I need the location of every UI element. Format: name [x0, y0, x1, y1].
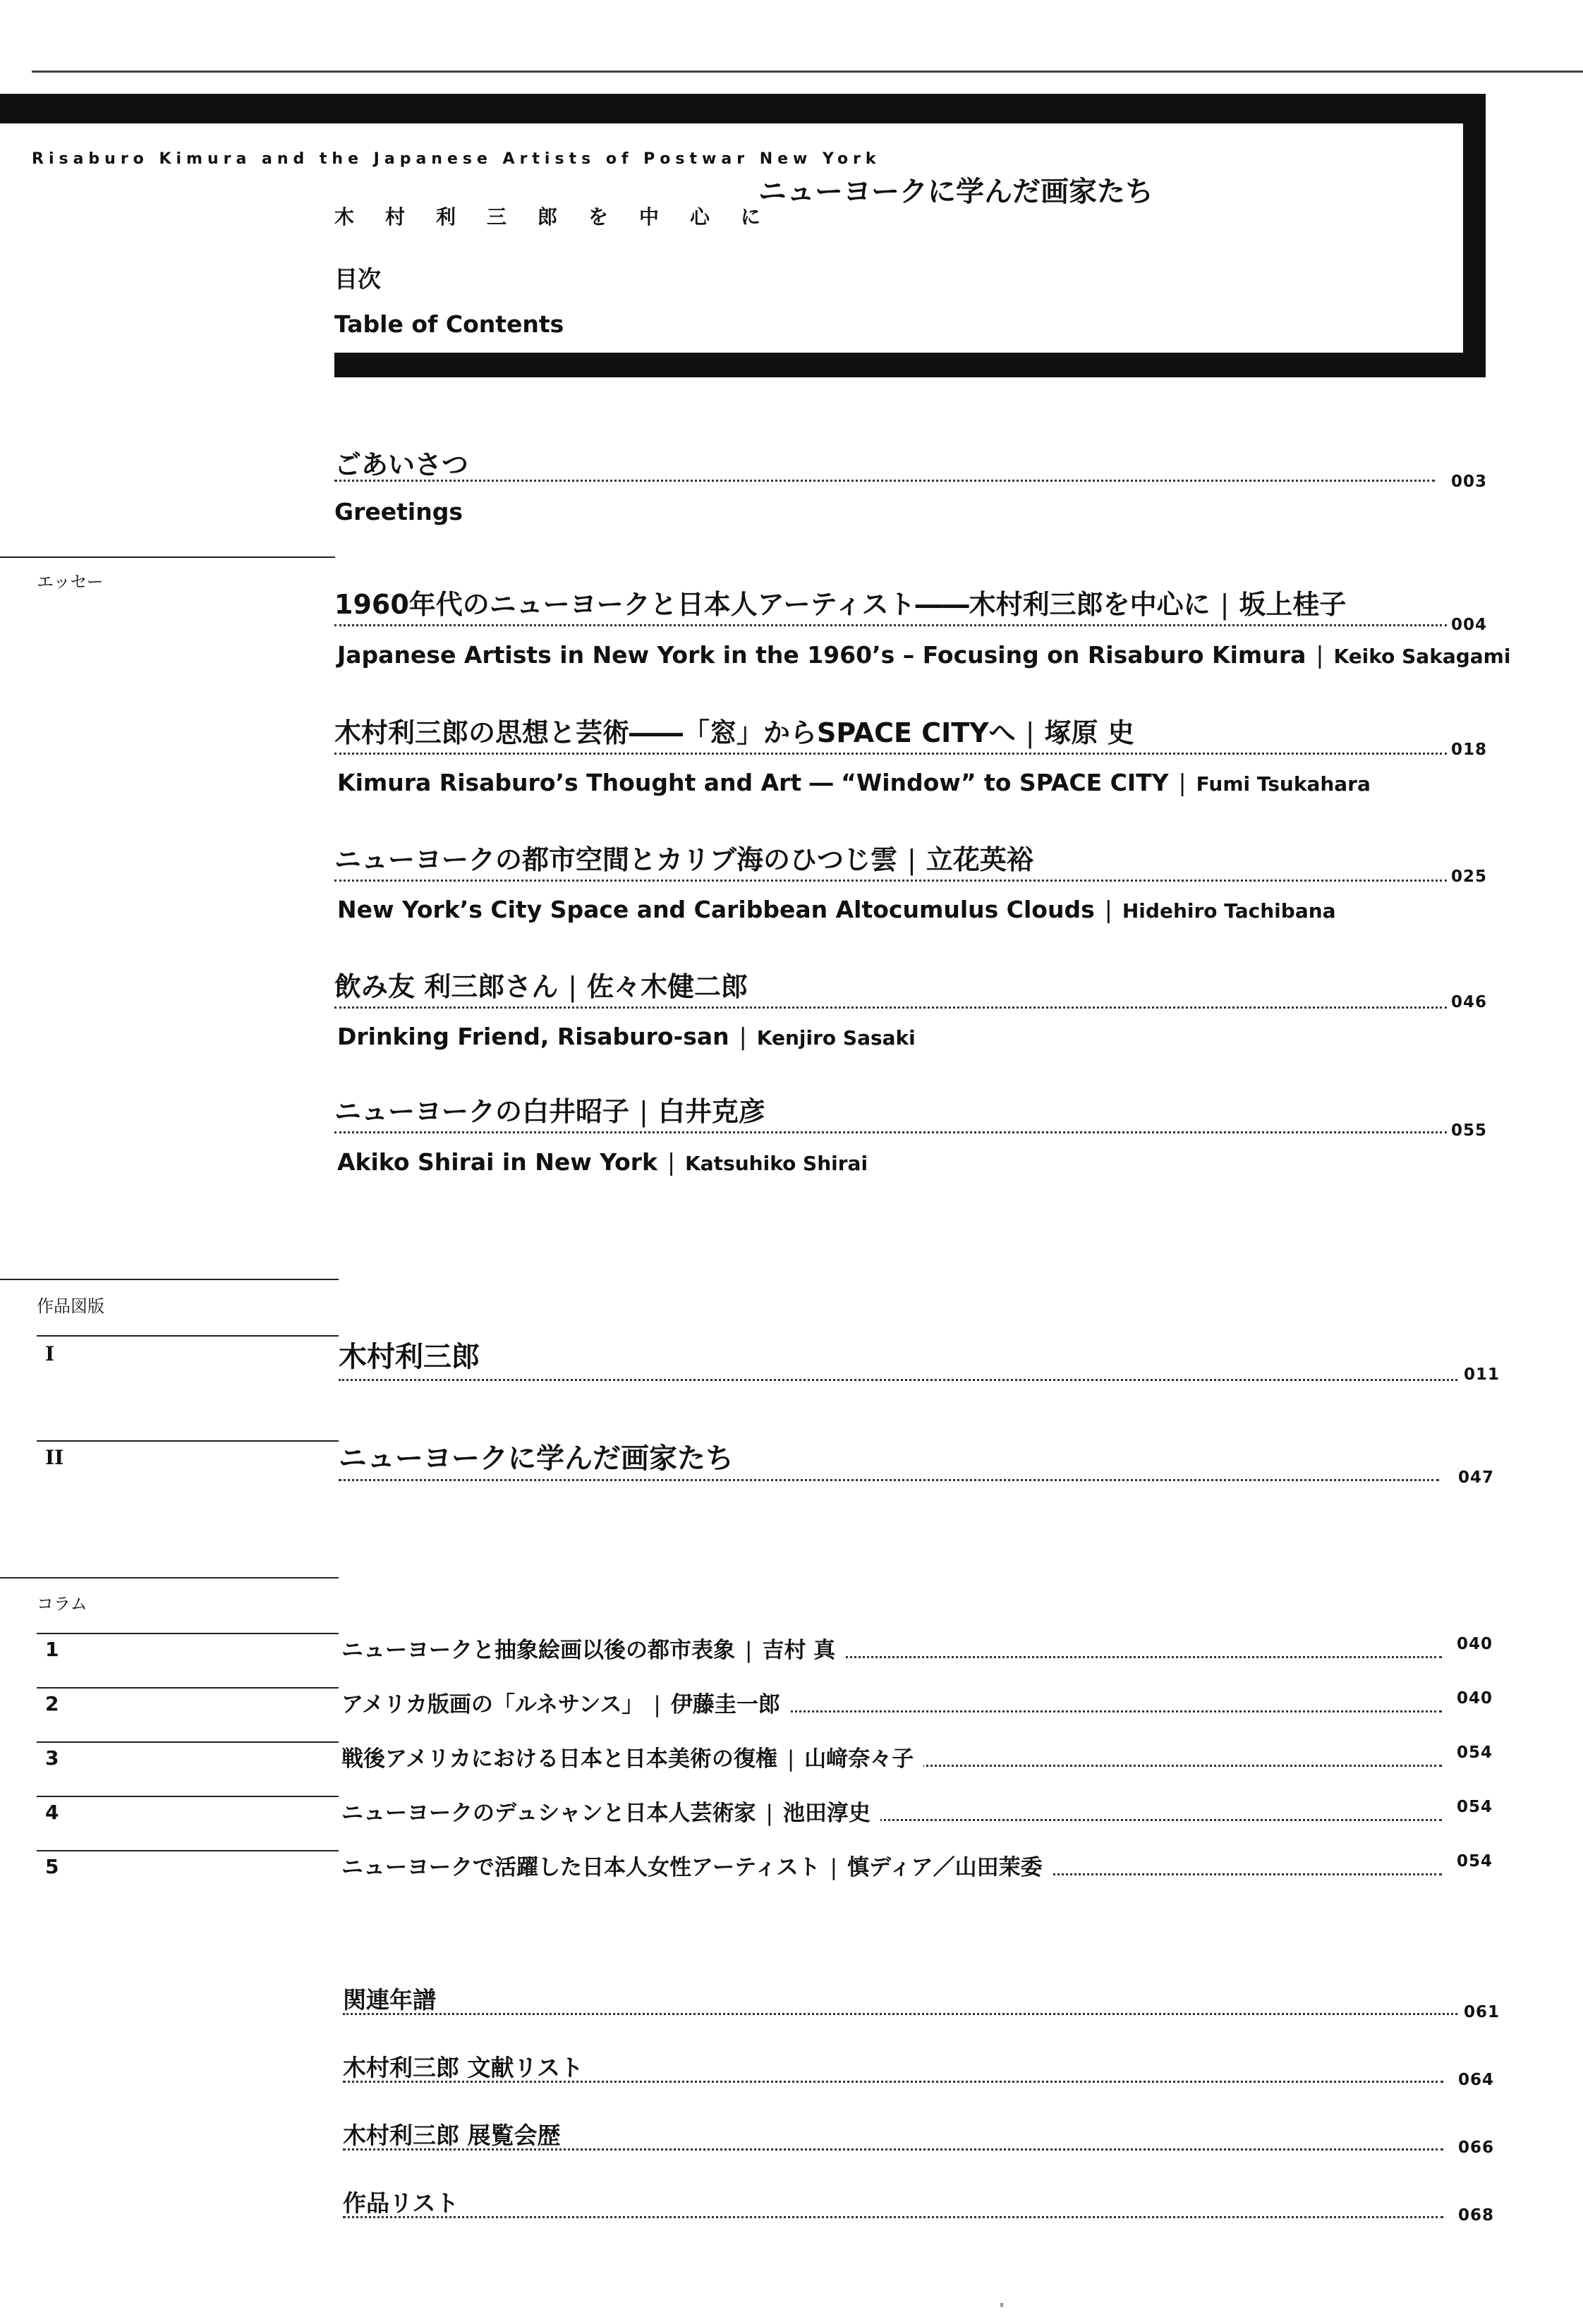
- essay-jp-title[interactable]: [334, 838, 1033, 877]
- essay-jp-title[interactable]: [334, 711, 1134, 750]
- essay-jp-author: 立花英裕: [926, 844, 1033, 875]
- essay-en-title[interactable]: [337, 769, 1371, 796]
- essay-leader: [334, 753, 1447, 755]
- column-author: 山﨑奈々子: [804, 1746, 914, 1772]
- appendix-title[interactable]: 木村利三郎 文献リスト: [343, 2054, 583, 2081]
- appendix-leader: [343, 2216, 1443, 2218]
- essay-en-title[interactable]: [337, 1023, 916, 1050]
- plates-label: 作品図版: [37, 1296, 104, 1316]
- essay-en-title-text: Drinking Friend, Risaburo-san: [337, 1023, 729, 1050]
- subtitle-jp: 木村利三郎を中心に: [334, 205, 792, 229]
- plate-rule: [37, 1440, 339, 1442]
- appendix-page: 068: [1458, 2206, 1495, 2225]
- column-title: ニューヨークと抽象絵画以後の都市表象: [341, 1638, 735, 1663]
- plate-page: 011: [1464, 1365, 1500, 1384]
- essay-jp-title[interactable]: [334, 1090, 765, 1128]
- appendix-page: 061: [1464, 2003, 1500, 2021]
- toc-heading-en: Table of Contents: [334, 310, 564, 338]
- plate-number: II: [45, 1446, 64, 1469]
- essay-jp-title-text: 木村利三郎の思想と芸術――「窓」からSPACE CITYへ: [334, 717, 1016, 748]
- column-author: 池田淳史: [782, 1801, 871, 1826]
- separator-bar: |: [907, 844, 916, 875]
- essay-page: 046: [1451, 993, 1488, 1011]
- greetings-en[interactable]: Greetings: [334, 498, 463, 525]
- essay-jp-title-text: 1960年代のニューヨークと日本人アーティスト――木村利三郎を中心に: [334, 589, 1211, 620]
- columns-label: コラム: [37, 1594, 87, 1614]
- essay-jp-title-text: ニューヨークの都市空間とカリブ海のひつじ雲: [334, 844, 898, 875]
- greetings-page: 003: [1451, 473, 1488, 491]
- greetings-leader: [334, 480, 1435, 482]
- essay-leader: [334, 880, 1447, 882]
- separator-bar: |: [667, 1148, 676, 1176]
- greetings-jp[interactable]: ごあいさつ: [334, 449, 469, 480]
- essay-jp-author: 佐々木健二郎: [587, 971, 748, 1002]
- essay-page: 018: [1451, 741, 1488, 759]
- page-top-rule: [32, 71, 1583, 73]
- column-number: 4: [45, 1801, 59, 1824]
- header-frame-bottom: [334, 353, 1486, 377]
- essay-en-title-text: Kimura Risaburo’s Thought and Art ― “Window” to SPACE CITY: [337, 769, 1169, 796]
- column-rule: [37, 1741, 339, 1743]
- essays-label: エッセー: [37, 572, 104, 592]
- plates-rule: [0, 1279, 339, 1280]
- column-entry[interactable]: [341, 1741, 923, 1772]
- separator-bar: |: [1104, 896, 1112, 923]
- essay-en-author: Keiko Sakagami: [1333, 645, 1511, 668]
- column-title: ニューヨークのデュシャンと日本人芸術家: [341, 1801, 756, 1826]
- column-rule: [37, 1796, 339, 1797]
- appendix-leader: [343, 2148, 1443, 2150]
- column-title: 戦後アメリカにおける日本と日本美術の復権: [341, 1746, 777, 1772]
- appendix-leader: [343, 2013, 1457, 2015]
- essay-en-author: Kenjiro Sasaki: [756, 1026, 916, 1050]
- plate-leader: [339, 1379, 1457, 1381]
- column-number: 2: [45, 1692, 59, 1715]
- column-title: アメリカ版画の「ルネサンス」: [341, 1692, 644, 1717]
- separator-bar: |: [568, 971, 578, 1002]
- essays-rule: [0, 556, 335, 558]
- separator-bar: |: [787, 1746, 795, 1772]
- separator-bar: |: [1025, 717, 1035, 748]
- plate-rule: [37, 1335, 339, 1337]
- essay-en-title[interactable]: [337, 1148, 868, 1176]
- column-rule: [37, 1633, 339, 1634]
- essay-leader: [334, 1131, 1447, 1133]
- separator-bar: |: [639, 1096, 648, 1127]
- separator-bar: |: [1220, 589, 1230, 620]
- essay-page: 055: [1451, 1121, 1488, 1140]
- column-entry[interactable]: [341, 1849, 1053, 1881]
- essay-jp-author: 坂上桂子: [1239, 589, 1347, 620]
- separator-bar: |: [745, 1638, 753, 1663]
- appendix-page: 064: [1458, 2071, 1495, 2089]
- column-author: 慎ディア／山田茉委: [847, 1855, 1043, 1880]
- appendix-page: 066: [1458, 2139, 1495, 2157]
- column-page: 054: [1457, 1852, 1493, 1870]
- plate-page: 047: [1458, 1468, 1495, 1487]
- essay-leader: [334, 1006, 1447, 1009]
- column-author: 吉村 真: [762, 1638, 836, 1663]
- essay-en-title-text: Japanese Artists in New York in the 1960’s – Focusing on Risaburo Kimura: [337, 641, 1306, 669]
- essay-jp-title[interactable]: [334, 965, 748, 1004]
- separator-bar: |: [830, 1855, 838, 1880]
- essay-leader: [334, 624, 1447, 626]
- essay-jp-title[interactable]: [334, 583, 1346, 621]
- toc-heading-jp: 目次: [334, 265, 381, 293]
- essay-en-title[interactable]: [337, 641, 1510, 669]
- essay-en-title[interactable]: [337, 896, 1336, 923]
- appendix-title[interactable]: 作品リスト: [343, 2189, 459, 2217]
- column-author: 伊藤圭一郎: [670, 1692, 780, 1717]
- bottom-mark: [1000, 2303, 1003, 2307]
- subtitle-en: Risaburo Kimura and the Japanese Artists of Postwar New York: [32, 150, 881, 168]
- essay-jp-author: 白井克彦: [657, 1096, 765, 1127]
- plate-number: I: [45, 1342, 55, 1365]
- essay-en-title-text: Akiko Shirai in New York: [337, 1148, 657, 1176]
- essay-jp-title-text: 飲み友 利三郎さん: [334, 971, 559, 1002]
- column-rule: [37, 1687, 339, 1689]
- plate-leader: [339, 1479, 1439, 1481]
- column-entry[interactable]: [341, 1795, 880, 1827]
- essay-page: 025: [1451, 868, 1488, 886]
- column-page: 054: [1457, 1798, 1493, 1816]
- essay-page: 004: [1451, 616, 1488, 634]
- header-frame-right: [1463, 94, 1486, 377]
- column-page: 040: [1457, 1689, 1493, 1708]
- column-entry[interactable]: [341, 1632, 845, 1664]
- columns-rule: [0, 1577, 339, 1578]
- column-entry[interactable]: [341, 1686, 790, 1718]
- column-page: 054: [1457, 1744, 1493, 1762]
- essay-en-title-text: New York’s City Space and Caribbean Altocumulus Clouds: [337, 896, 1095, 923]
- separator-bar: |: [765, 1801, 773, 1826]
- separator-bar: |: [1316, 641, 1324, 669]
- essay-jp-title-text: ニューヨークの白井昭子: [334, 1096, 630, 1127]
- separator-bar: |: [739, 1023, 747, 1050]
- appendix-title[interactable]: 木村利三郎 展覧会歴: [343, 2122, 561, 2149]
- column-title: ニューヨークで活躍した日本人女性アーティスト: [341, 1855, 820, 1880]
- appendix-leader: [343, 2081, 1443, 2083]
- essay-en-author: Hidehiro Tachibana: [1122, 899, 1336, 923]
- column-number: 1: [45, 1638, 59, 1661]
- appendix-title[interactable]: 関連年譜: [343, 1986, 436, 2014]
- column-rule: [37, 1850, 339, 1851]
- column-number: 3: [45, 1746, 59, 1770]
- essay-en-author: Katsuhiko Shirai: [685, 1152, 868, 1175]
- plate-title[interactable]: ニューヨークに学んだ画家たち: [339, 1442, 734, 1475]
- plate-title[interactable]: 木村利三郎: [339, 1341, 480, 1373]
- separator-bar: |: [653, 1692, 661, 1717]
- essay-en-author: Fumi Tsukahara: [1196, 772, 1371, 796]
- header-frame-top: [0, 94, 1486, 123]
- column-page: 040: [1457, 1635, 1493, 1653]
- column-number: 5: [45, 1855, 59, 1878]
- book-title-jp: ニューヨークに学んだ画家たち: [758, 176, 1153, 208]
- essay-jp-author: 塚原 史: [1044, 717, 1134, 748]
- separator-bar: |: [1178, 769, 1187, 796]
